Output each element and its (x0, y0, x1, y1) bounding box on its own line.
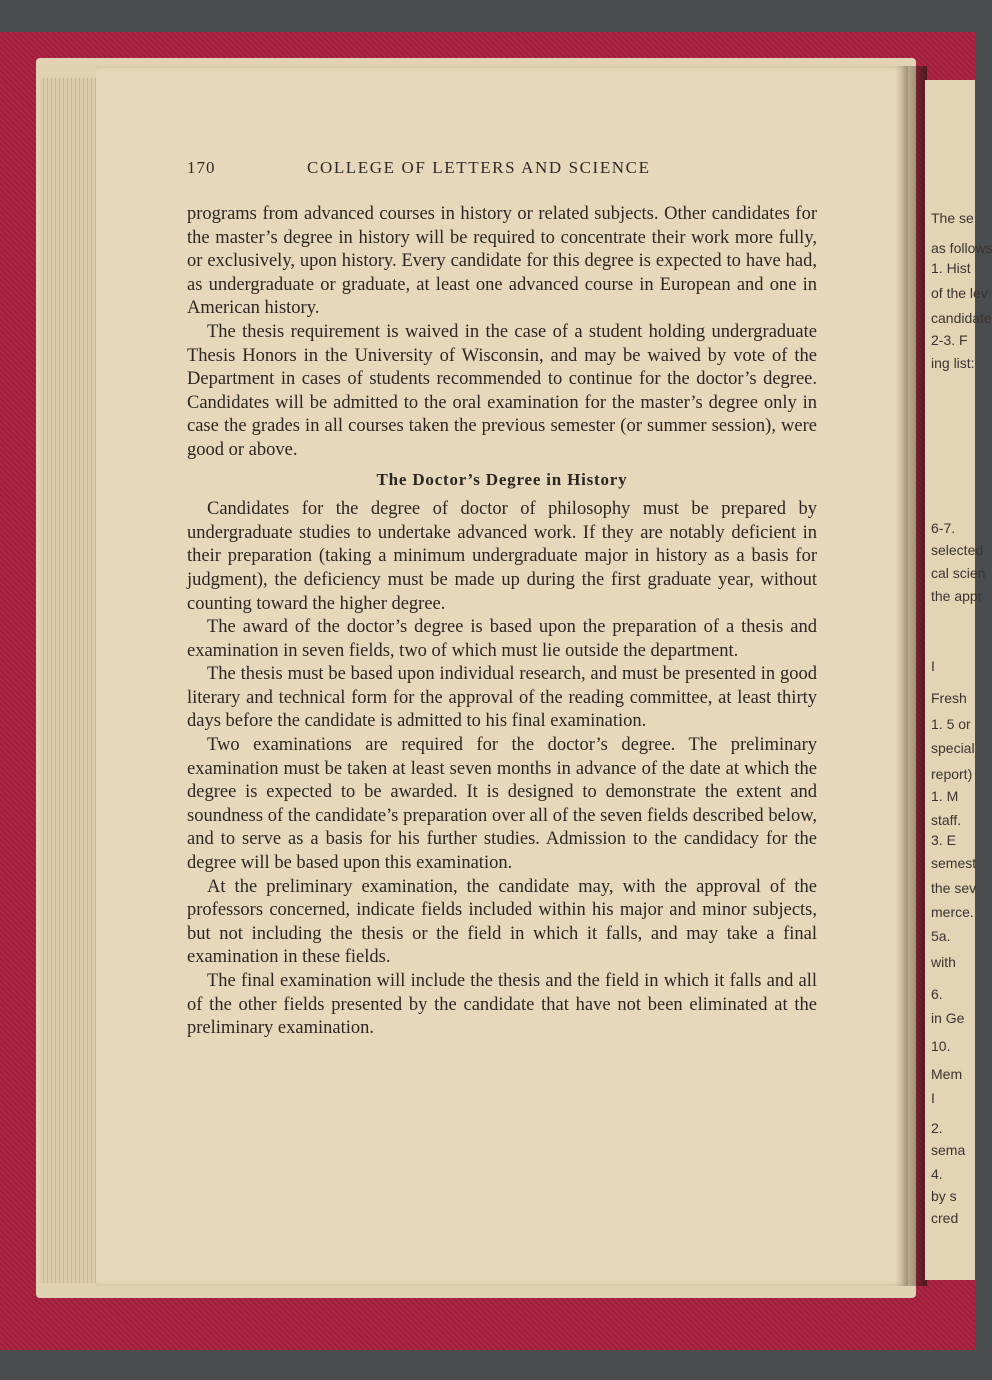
facing-page-fragment: 1. M (931, 788, 959, 804)
spine-shadow (895, 66, 927, 1286)
facing-page-fragment: I (931, 658, 935, 674)
page-edges (40, 78, 102, 1283)
facing-page-fragment: 3. E (931, 832, 956, 848)
running-head (187, 158, 817, 182)
facing-page-fragment: 5a. (931, 928, 951, 944)
facing-page-fragment: 1. 5 or (931, 716, 971, 732)
paragraph: The award of the doctor’s degree is based upon the preparation of a thesis and examination in seven fields, two of which must lie outside the department. (187, 617, 817, 661)
facing-page-fragment: special (931, 740, 975, 756)
facing-page-fragment: the appr (931, 588, 983, 604)
facing-page-fragment: the sev (931, 880, 977, 896)
paragraph: programs from advanced courses in history or related subjects. Other candidates for the master’s degree in history will be required to concentrate their work more fully, or exclusively, upon history. Every candidate for this degree is expected to have had, as undergraduate or graduate, at least one advanced course in European and one in American history. (187, 204, 817, 319)
facing-page-fragment: staff. (931, 812, 962, 828)
facing-page-fragment: merce. (931, 904, 974, 920)
facing-page-fragment: with (931, 954, 956, 970)
facing-page (925, 80, 992, 1280)
facing-page-fragment: in Ge (931, 1010, 965, 1026)
paragraph: The final examination will include the thesis and the field in which it falls and all of the other fields presented by the candidate that have not been eliminated at the preliminary examination. (187, 971, 817, 1039)
facing-page-fragment: by s (931, 1188, 957, 1204)
facing-page-fragment: cal scien (931, 565, 986, 581)
facing-page-fragment: 2-3. F (931, 332, 968, 348)
paragraph: Two examinations are required for the doctor’s degree. The preliminary examination must be taken at least seven months in advance of the date at which the degree is expected to be awarded. It is designed to demonstrate the extent and soundness of the candidate’s preparation over all of the seven fields described below, and to serve as a basis for his further studies. Admission to the candidacy for the degree will be based upon this examination. (187, 735, 817, 874)
page-number: 170 (187, 158, 216, 177)
facing-page-fragment: cred (931, 1210, 959, 1226)
facing-page-fragment: 6. (931, 986, 943, 1002)
facing-page-fragment: sema (931, 1142, 966, 1158)
facing-page-fragment: 6-7. (931, 520, 956, 536)
facing-page-fragment: 2. (931, 1120, 943, 1136)
paragraph: Candidates for the degree of doctor of philosophy must be prepared by undergraduate studies to undertake advanced work. If they are notably deficient in their preparation (taking a minimum undergraduate major in history as a basis for judgment), the deficiency must be made up during the first graduate year, without counting toward the higher degree. (187, 499, 817, 614)
paragraph: The thesis requirement is waived in the case of a student holding undergraduate Thesis Honors in the University of Wisconsin, and may be waived by vote of the Department in cases of students recommended to continue for the doctor’s degree. Candidates will be admitted to the oral examination for the master’s degree only in case the grades in all courses taken the previous semester (or summer session), were good or above. (187, 321, 817, 460)
facing-page-fragment: candidate (931, 310, 992, 326)
paragraph: At the preliminary examination, the candidate may, with the approval of the professors concerned, indicate fields included within his major and minor subjects, but not including the thesis or the field in which it falls, and may take a final examination in these fields. (187, 876, 817, 968)
paragraph: The thesis must be based upon individual research, and must be presented in good literary and technical form for the approval of the reading committee, at least thirty days before the candidate is admitted to his final examination. (187, 664, 817, 732)
running-title: COLLEGE OF LETTERS AND SCIENCE (307, 158, 651, 177)
facing-page-fragment: ing list: (931, 355, 975, 371)
facing-page-fragment: I (931, 1090, 935, 1106)
facing-page-fragment: 1. Hist (931, 260, 971, 276)
facing-page-fragment: 4. (931, 1166, 943, 1182)
facing-page-fragment: report) (931, 766, 973, 782)
facing-page-fragment: 10. (931, 1038, 951, 1054)
facing-page-fragment: Mem (931, 1066, 963, 1082)
section-heading: The Doctor’s Degree in History (376, 469, 628, 489)
facing-page-fragment: of the lev (931, 285, 988, 301)
facing-page-fragment: Fresh (931, 690, 967, 706)
facing-page-fragment: selected (931, 542, 984, 558)
body-text (187, 203, 817, 1041)
facing-page-fragment: as follows (931, 240, 992, 256)
facing-page-fragment: The se (931, 210, 974, 226)
facing-page-fragment: semest (931, 855, 977, 871)
